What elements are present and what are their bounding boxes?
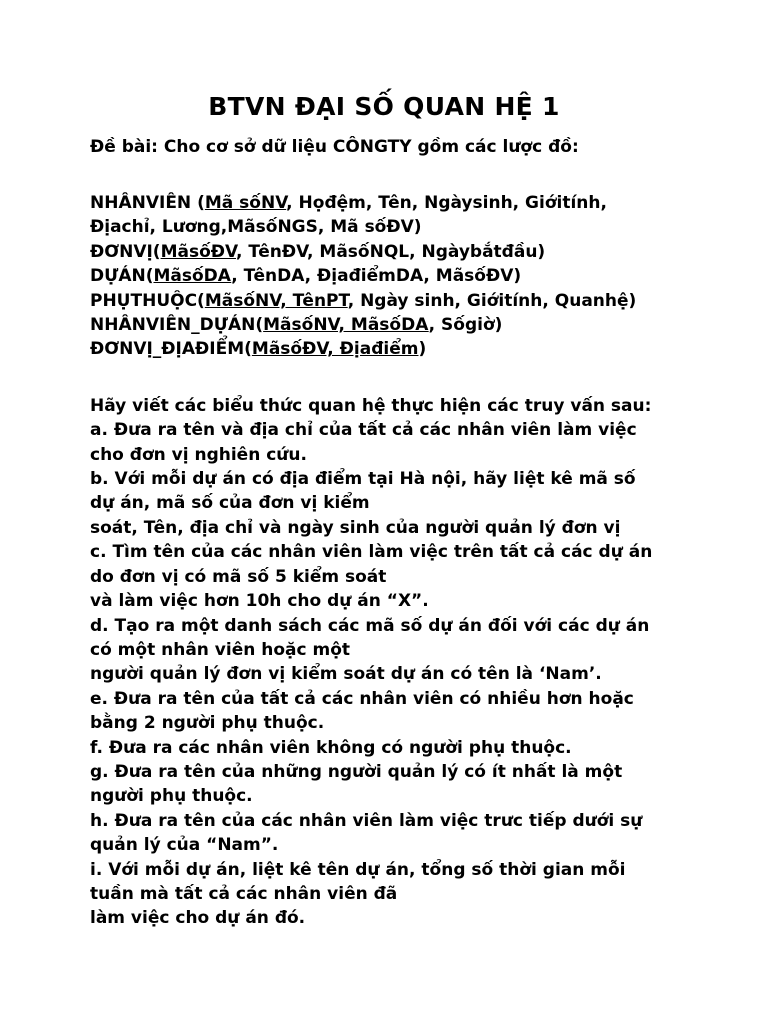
schema-attributes: ) xyxy=(418,339,427,360)
schema-name: NHÂNVIÊN ( xyxy=(90,193,205,213)
schema-attributes: , TênDA, ĐịađiểmDA, MãsốĐV) xyxy=(231,266,522,287)
question-line: làm việc cho dự án đó. xyxy=(90,908,306,929)
schema-duan xyxy=(90,264,678,288)
schema-nhanvien-duan xyxy=(90,313,678,337)
schema-attributes: , Sốgiờ) xyxy=(428,315,503,336)
schema-phuthuoc xyxy=(90,289,678,313)
schema-donvi-diadiem xyxy=(90,337,678,361)
question-line: soát, Tên, địa chỉ và ngày sinh của người quản lý đơn vị xyxy=(90,517,621,538)
question-line: e. Đưa ra tên của tất cả các nhân viên có nhiều hơn hoặc xyxy=(90,688,634,709)
question-line: bằng 2 người phụ thuộc. xyxy=(90,713,325,734)
schema-name: PHỤTHUỘC( xyxy=(90,290,205,311)
schema-nhanvien-cont xyxy=(90,215,678,239)
question-line: người phụ thuộc. xyxy=(90,786,253,807)
schema-donvi xyxy=(90,240,678,264)
schema-key: Mã sốNV xyxy=(204,193,287,213)
question-line: c. Tìm tên của các nhân viên làm việc trên tất cả các dự án xyxy=(90,542,653,563)
schema-key: MãsốNV, TênPT xyxy=(204,290,348,311)
question-line: Hãy viết các biểu thức quan hệ thực hiện các truy vấn sau: xyxy=(90,395,652,416)
schema-key: MãsốNV, MãsốDA xyxy=(263,315,429,336)
schema-name: DỰÁN( xyxy=(90,266,154,287)
assignment-intro: Đề bài: Cho cơ sở dữ liệu CÔNGTY gồm các lược đồ: xyxy=(90,137,579,157)
schema-attributes: Địachỉ, Lương,MãsốNGS, Mã sốĐV) xyxy=(90,217,422,238)
schema-name: NHÂNVIÊN_DỰÁN( xyxy=(90,315,264,336)
schema-name: ĐƠNVỊ( xyxy=(90,241,161,262)
question-line: g. Đưa ra tên của những người quản lý có ít nhất là một xyxy=(90,761,623,782)
question-line: tuần mà tất cả các nhân viên đã xyxy=(90,883,398,904)
question-line: d. Tạo ra một danh sách các mã số dự án đối với các dự án xyxy=(90,615,650,636)
question-line: người quản lý đơn vị kiểm soát dự án có tên là ‘Nam’. xyxy=(90,664,602,685)
question-line: và làm việc hơn 10h cho dự án “X”. xyxy=(90,591,429,612)
schema-attributes: , Ngày sinh, Giớitính, Quanhệ) xyxy=(347,290,637,311)
schema-nhanvien xyxy=(90,191,678,215)
schema-name: ĐƠNVỊ_ĐỊAĐIỂM( xyxy=(90,339,252,360)
question-line: cho đơn vị nghiên cứu. xyxy=(90,444,307,465)
schema-key: MãsốĐV, Địađiểm xyxy=(251,339,419,360)
question-line: quản lý của “Nam”. xyxy=(90,835,279,856)
question-line: do đơn vị có mã số 5 kiểm soát xyxy=(90,566,387,587)
document-title: BTVN ĐẠI SỐ QUAN HỆ 1 xyxy=(208,92,560,121)
schema-list xyxy=(90,191,678,362)
schema-key: MãsốĐV xyxy=(160,241,236,262)
question-line: h. Đưa ra tên của các nhân viên làm việc trưc tiếp dưới sự xyxy=(90,810,643,831)
question-line: a. Đưa ra tên và địa chỉ của tất cả các nhân viên làm việc xyxy=(90,420,637,441)
question-list xyxy=(90,394,678,931)
question-line: f. Đưa ra các nhân viên không có người phụ thuộc. xyxy=(90,737,572,758)
question-line: dự án, mã số của đơn vị kiểm xyxy=(90,493,370,514)
question-line: có một nhân viên hoặc một xyxy=(90,639,351,660)
question-line: i. Với mỗi dự án, liệt kê tên dự án, tổng số thời gian mỗi xyxy=(90,859,626,880)
schema-attributes: , Họđệm, Tên, Ngàysinh, Giớitính, xyxy=(286,193,607,213)
schema-key: MãsốDA xyxy=(153,266,232,287)
schema-attributes: , TênĐV, MãsốNQL, Ngàybắtđầu) xyxy=(235,241,546,262)
question-line: b. Với mỗi dự án có địa điểm tại Hà nội, hãy liệt kê mã số xyxy=(90,469,636,490)
